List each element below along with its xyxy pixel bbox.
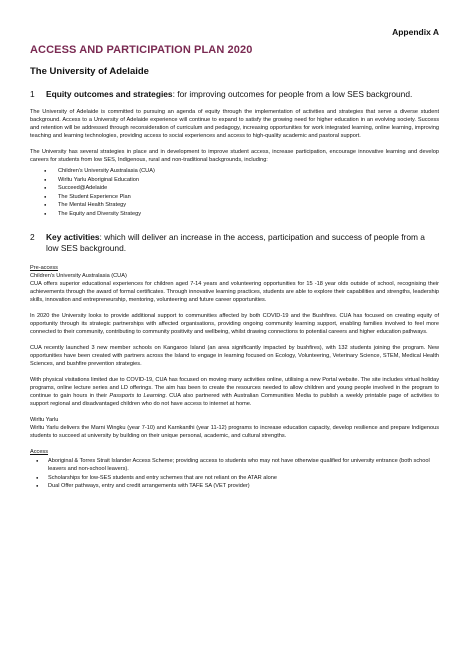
strategy-list: [30, 167, 439, 219]
wirltu-yarlu-heading: Wirltu Yarlu: [30, 416, 59, 423]
section-1-keyword: Equity outcomes and strategies: [46, 89, 173, 99]
cua-paragraph-3: CUA recently launched 3 new member schools on Kangaroo Island (an area significantly impacted by bushfires), with 132 students joining the program. New opportunities have been created with partners across the Island to engage in learning focused on Ecology, Volunteering, Veterinary Science, STEM, Medical Health Sciences, and bushfire prevention strategies.: [30, 344, 439, 367]
section-2-number: 2: [30, 231, 35, 242]
cua-paragraph-4-end: . CUA also partnered with Australian Communities Media to publish a weekly printable page of activities to support regional and disadvantaged children who do not have access to internet at home.: [30, 392, 439, 407]
section-1-heading: [30, 89, 439, 100]
list-item: ● Aboriginal & Torres Strait Islander Access Scheme; providing access to students who may not have otherwise qualified for university entrance (both school leavers and non-school leavers).: [48, 457, 439, 474]
section-1-heading-rest: : for improving outcomes for people from a low SES background.: [172, 89, 413, 99]
list-item: ● Succeed@Adelaide: [58, 184, 439, 193]
list-item: ● Scholarships for low-SES students and entry schemes that are not reliant on the ATAR alone: [48, 474, 439, 483]
list-item: ● The Equity and Diversity Strategy: [58, 210, 439, 219]
section-1-paragraph-2: The University has several strategies in place and in development to improve student access, increase participation, encourage innovative learning and develop careers for students from low SES, Indigenous, rural and non-traditional backgrounds, including:: [30, 149, 439, 163]
cua-paragraph-4-italic: Passports to Learning: [109, 392, 166, 399]
list-item: ● The Student Experience Plan: [58, 193, 439, 202]
cua-paragraph-1: CUA offers superior educational experiences for children aged 7-14 years and volunteering opportunities for 15 -18 year olds outside of school, recognising their achievements through the award of formal certificates. Through innovative learning practices, students are able to explore their capabilities and strengths, leadership skills, innovation and entrepreneurship, mentoring, volunteering and future career opportunities.: [30, 280, 439, 303]
cua-paragraph-4: [30, 376, 439, 408]
list-item: ● Children's University Australasia (CUA): [58, 167, 439, 176]
list-item: ● Wirltu Yarlu Aboriginal Education: [58, 176, 439, 185]
section-1-number: 1: [30, 89, 35, 99]
cua-paragraph-4-start: With physical visitations limited due to COVID-19, CUA has focused on moving many activities online, utilising a new Portal website. The site includes virtual holiday programs, online lecture series and LD offerings. The aim has been to create the resources needed to allow children and young people involved in the program to continue to gain hours in their: [30, 376, 439, 399]
access-heading: Access: [30, 448, 49, 455]
section-2-keyword: Key activities: [46, 231, 100, 242]
section-2-heading-rest: : which will deliver an increase in the access, participation and success of people from a low SES background.: [46, 231, 425, 253]
appendix-label: Appendix A: [392, 27, 439, 37]
wirltu-yarlu-paragraph: Wirltu Yarlu delivers the Marni Wingku (year 7-10) and Karnkanthi (year 11-12) programs to increase education capacity, develop resilience and prepare Indigenous students to succeed at university by building on their unique personal, academic, and cultural strengths.: [30, 424, 439, 439]
university-name: The University of Adelaide: [30, 66, 149, 77]
document-title: ACCESS AND PARTICIPATION PLAN 2020: [30, 44, 253, 56]
cua-heading: Children's University Australasia (CUA): [30, 272, 127, 279]
access-list: [30, 457, 439, 491]
list-item: ● Dual Offer pathways, entry and credit arrangements with TAFE SA (VET provider): [48, 482, 439, 491]
list-item: ● The Mental Health Strategy: [58, 201, 439, 210]
section-1-heading-text: [46, 89, 412, 100]
section-2-heading-text: [46, 232, 439, 254]
cua-paragraph-2: In 2020 the University looks to provide additional support to communities affected by both COVID-19 and the Bushfires. CUA has focused on creating equity of opportunity through its strategic partnerships with affected organisations, providing ongoing community learning support, enabling families involved to feel more connected to their community, contributing to community positivity and wellbeing, whilst drawing connections to potential careers and higher education pathways.: [30, 312, 439, 335]
section-2-heading: [30, 232, 439, 254]
pre-access-heading: Pre-access: [30, 264, 58, 271]
section-1-paragraph-1: The University of Adelaide is committed to pursuing an agenda of equity through the implementation of activities and strategies that serve a diverse student background. Access to a University of Adelaide experience will continue to expand to satisfy the growing need for higher education in an evolving society. Success and retention will be addressed through reconsideration of curriculum and pedagogy, increasing opportunities for work integrated learning, online learning, improving teaching and learning technologies, providing access to social experiences and access to high-quality academic and pastoral support.: [30, 109, 439, 139]
